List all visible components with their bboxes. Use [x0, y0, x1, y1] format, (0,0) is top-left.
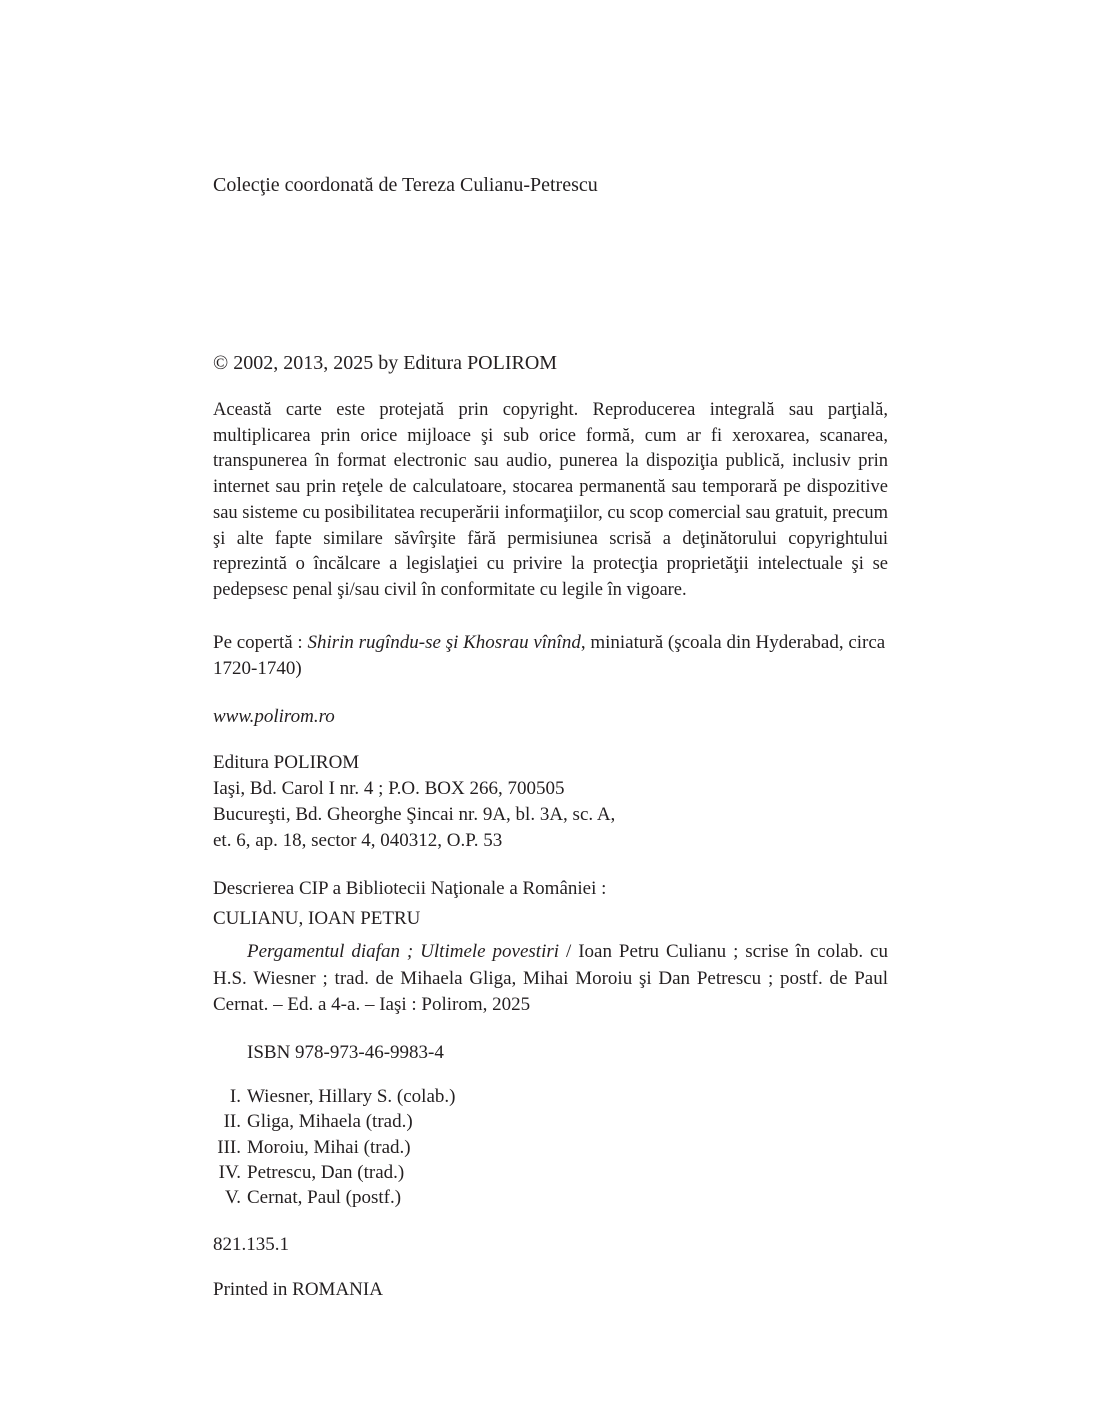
contributor-list [213, 1084, 455, 1210]
contributor-number: V. [224, 1187, 241, 1209]
cover-prefix: Pe copertă : [213, 632, 308, 653]
udc-classification: 821.135.1 [213, 1234, 289, 1255]
contributor-number: II. [223, 1111, 241, 1133]
contributor-item [213, 1135, 455, 1160]
contributor-number: IV. [218, 1161, 241, 1183]
publisher-address-bucharest-cont: et. 6, ap. 18, sector 4, 040312, O.P. 53 [213, 830, 503, 851]
publisher-address-bucharest: Bucureşti, Bd. Gheorghe Şincai nr. 9A, bl. 3A, sc. A, [213, 804, 616, 825]
contributor-name: Petrescu, Dan (trad.) [247, 1161, 405, 1183]
cip-book-title: Pergamentul diafan ; Ultimele povestiri [247, 941, 560, 962]
cover-artwork-title: Shirin rugîndu-se şi Khosrau vînînd [307, 632, 581, 653]
contributor-item [213, 1084, 455, 1109]
contributor-item [213, 1109, 455, 1134]
legal-notice: Această carte este protejată prin copyright. Reproducerea integrală sau parţială, multiplicarea prin orice mijloace şi sub orice formă, cum ar fi xeroxarea, scanarea, transpunerea în format electronic sau audio, punerea la dispoziţia publică, inclusiv prin internet sau prin reţele de calculatoare, stocarea permanentă sau temporară pe dispozitive sau sisteme cu posibilitatea recuperării informaţiilor, cu scop comercial sau gratuit, precum şi alte fapte similare săvîrşite fără permisiunea scrisă a deţinătorului copyrightului reprezintă o încălcare a legislaţiei cu privire la protecţia proprietăţii intelectuale şi se pedepsesc penal şi/sau civil în conformitate cu legile în vigoare. [213, 400, 888, 600]
contributor-name: Wiesner, Hillary S. (colab.) [247, 1086, 456, 1107]
contributor-number: I. [229, 1086, 241, 1107]
contributor-item [213, 1160, 455, 1185]
cover-credit [213, 630, 888, 682]
contributor-name: Moroiu, Mihai (trad.) [247, 1136, 411, 1158]
publisher-name: Editura POLIROM [213, 752, 360, 773]
cip-heading: Descrierea CIP a Bibliotecii Naţionale a României : [213, 878, 607, 899]
cip-description [213, 939, 888, 1019]
cip-description-rest: / Ioan Petru Culianu ; scrise în colab. cu H.S. Wiesner ; trad. de Mihaela Gliga, Mihai Moroiu şi Dan Petrescu ; postf. de Paul Cernat. – Ed. a 4-a. – Iaşi : Polirom, 2025 [213, 941, 888, 1015]
publisher-address-iasi: Iaşi, Bd. Carol I nr. 4 ; P.O. BOX 266, 700505 [213, 778, 565, 799]
copyright-notice: © 2002, 2013, 2025 by Editura POLIROM [213, 352, 558, 374]
cip-author: CULIANU, IOAN PETRU [213, 908, 421, 929]
collection-credit: Colecţie coordonată de Tereza Culianu-Petrescu [213, 174, 598, 196]
publisher-info [213, 750, 615, 854]
contributor-name: Gliga, Mihaela (trad.) [247, 1111, 413, 1133]
printed-in: Printed in ROMANIA [213, 1279, 383, 1300]
contributor-item [213, 1185, 455, 1210]
contributor-name: Cernat, Paul (postf.) [247, 1187, 402, 1209]
contributor-number: III. [217, 1136, 241, 1158]
publisher-website-link[interactable]: www.polirom.ro [213, 706, 335, 727]
isbn: ISBN 978-973-46-9983-4 [247, 1042, 444, 1063]
cover-suffix: , miniatură (şcoala din Hyderabad, circa 1720-1740) [213, 632, 886, 679]
